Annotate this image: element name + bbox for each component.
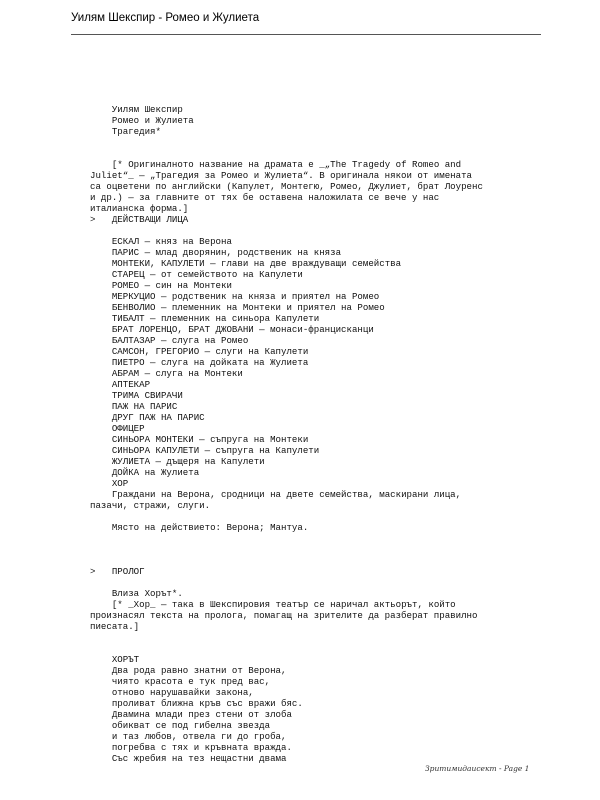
text-line: Juliet“_ — „Трагедия за Ромео и Жулиета“. В оригинала някои от имената [90, 170, 472, 181]
text-line [90, 533, 540, 544]
text-line: проливат ближна кръв със вражи бяс. [90, 698, 303, 709]
text-line: ХОРЪТ [90, 654, 140, 665]
text-line [90, 577, 540, 588]
text-line: пазачи, стражи, слуги. [90, 500, 211, 511]
text-line: ПАРИС — млад дворянин, родственик на княза [90, 247, 342, 258]
text-line: ДОЙКА на Жулиета [90, 467, 200, 478]
text-line: АПТЕКАР [90, 379, 151, 390]
text-line: МОНТЕКИ, КАПУЛЕТИ — глави на две враждуващи семейства [90, 258, 402, 269]
text-line: ДРУГ ПАЖ НА ПАРИС [90, 412, 205, 423]
text-line: Ромео и Жулиета [90, 115, 194, 126]
text-line [90, 511, 540, 522]
text-line: Двамина млади през стени от злоба [90, 709, 292, 720]
text-line: ОФИЦЕР [90, 423, 145, 434]
text-line: чиято красота е тук пред вас, [90, 676, 271, 687]
document-header: Уилям Шекспир - Ромео и Жулиета [71, 12, 260, 24]
document-body [90, 93, 540, 764]
text-line [90, 93, 540, 104]
text-line: СТАРЕЦ — от семейството на Капулети [90, 269, 303, 280]
text-line: ХОР [90, 478, 129, 489]
text-line: италианска форма.] [90, 203, 189, 214]
text-line [90, 555, 540, 566]
text-line: СИНЬОРА МОНТЕКИ — съпруга на Монтеки [90, 434, 309, 445]
text-line [90, 632, 540, 643]
text-line: Със жребия на тез нещастни двама [90, 753, 287, 764]
text-line [90, 544, 540, 555]
text-line: > ПРОЛОГ [90, 566, 145, 577]
text-line: Два рода равно знатни от Верона, [90, 665, 287, 676]
text-line: Уилям Шекспир [90, 104, 183, 115]
text-line: ТРИМА СВИРАЧИ [90, 390, 183, 401]
text-line [90, 148, 540, 159]
text-line: са оцветени по английски (Капулет, Монтегю, Ромео, Джулиет, брат Лоуренс [90, 181, 483, 192]
text-line: ПИЕТРО — слуга на дойката на Жулиета [90, 357, 309, 368]
text-line: > ДЕЙСТВАЩИ ЛИЦА [90, 214, 189, 225]
text-line: СИНЬОРА КАПУЛЕТИ — съпруга на Капулети [90, 445, 320, 456]
text-line: [* Оригиналното название на драмата е _„The Tragedy of Romeo and [90, 159, 462, 170]
text-line: Трагедия* [90, 126, 161, 137]
text-line [90, 137, 540, 148]
text-line: ЕСКАЛ — княз на Верона [90, 236, 232, 247]
page-footer: Зритимидаисект - Page 1 [425, 764, 530, 773]
text-line: Влиза Хорът*. [90, 588, 183, 599]
text-line: [* _Хор_ — така в Шекспировия театър се наричал актьорът, който [90, 599, 456, 610]
text-line: РОМЕО — син на Монтеки [90, 280, 232, 291]
text-line: БЕНВОЛИО — племенник на Монтеки и приятел на Ромео [90, 302, 385, 313]
text-line: пиесата.] [90, 621, 140, 632]
text-line: БАЛТАЗАР — слуга на Ромео [90, 335, 249, 346]
text-line: отново нарушавайки закона, [90, 687, 254, 698]
text-line: МЕРКУЦИО — родственик на княза и приятел на Ромео [90, 291, 380, 302]
text-line: погребва с тях и кръвната вражда. [90, 742, 292, 753]
text-line: БРАТ ЛОРЕНЦО, БРАТ ДЖОВАНИ — монаси-францисканци [90, 324, 374, 335]
text-line: произнасял текста на пролога, помагащ на зрителите да разберат правилно [90, 610, 478, 621]
text-line: ПАЖ НА ПАРИС [90, 401, 178, 412]
text-line: и таз любов, отвела ги до гроба, [90, 731, 287, 742]
text-line [90, 225, 540, 236]
text-line: САМСОН, ГРЕГОРИО — слуги на Капулети [90, 346, 309, 357]
text-line [90, 643, 540, 654]
text-line: Граждани на Верона, сродници на двете семейства, маскирани лица, [90, 489, 462, 500]
text-line: Място на действието: Верона; Мантуа. [90, 522, 309, 533]
text-line: АБРАМ — слуга на Монтеки [90, 368, 243, 379]
header-divider [71, 34, 541, 35]
text-line: и др.) — за главните от тях бе оставена наложилата се вече у нас [90, 192, 440, 203]
text-line: ТИБАЛТ — племенник на синьора Капулети [90, 313, 320, 324]
text-line: обикват се под гибелна звезда [90, 720, 271, 731]
text-line: ЖУЛИЕТА — дъщеря на Капулети [90, 456, 265, 467]
